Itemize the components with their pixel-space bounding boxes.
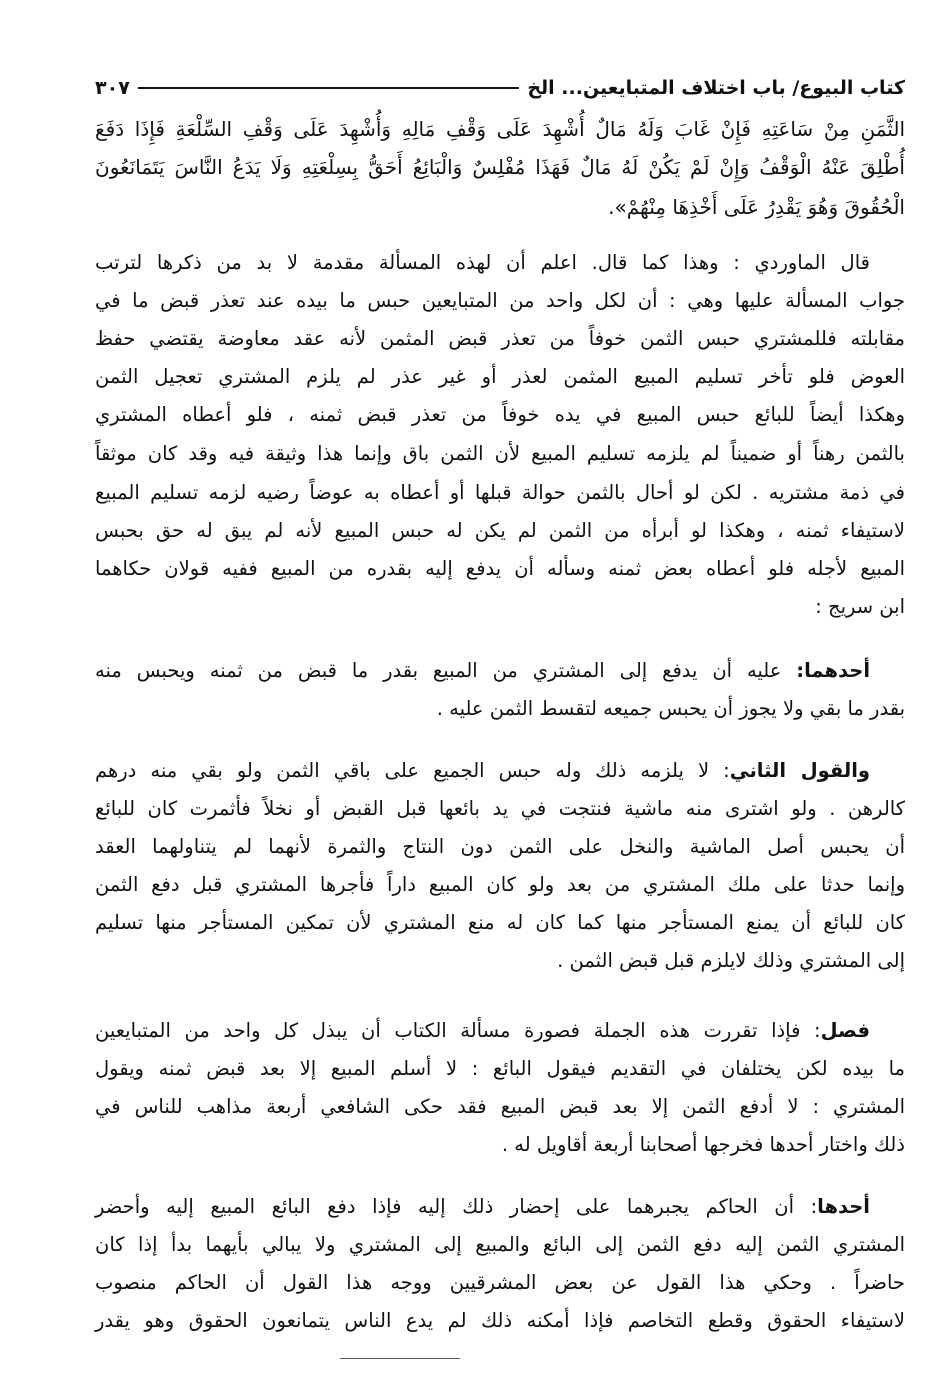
- line-text: أُطْلِقَ عَنْهُ الْوَقْفُ وَإِنْ لَمْ يَكُنْ لَهُ مَالٌ فَهَذَا مُفْلِسٌ وَالْبَائِعُ أَحَقُّ بِسِلْعَتِهِ وَلَا يَدَعُ النَّاسَ يَتَمَانَعُونَ: [95, 155, 905, 179]
- footer-rule: [340, 1358, 460, 1359]
- line-text: لاستيفاء الحقوق وقطع التخاصم فإذا أمكنه ذلك لم يدع الناس يتمانعون الحقوق وهو يقدر: [95, 1309, 905, 1332]
- text-line: [95, 284, 905, 318]
- line-text: المبيع لأجله فلو أعطاه بعض ثمنه وسأله أن يدفع إليه بقدره من المبيع ففيه قولان حكاهما: [95, 557, 905, 580]
- line-text: جواب المسألة عليها وهي : أن لكل واحد من المتبايعين حبس ما بيده عند تعذر قبض ما في: [95, 289, 905, 312]
- text-line: [95, 1014, 870, 1048]
- text-line: [95, 514, 905, 548]
- line-text: ابن سريج :: [815, 595, 905, 618]
- page-number: ٣٠٧: [95, 77, 130, 99]
- line-text: الثَّمَنِ مِنْ سَاعَتِهِ فَإِنْ غَابَ وَلَهُ مَالٌ أُشْهِدَ عَلَى وَقْفِ مَالِهِ وَأُشْهِدَ عَلَى وَقْفِ السِّلْعَةِ فَإِذَا دَفَعَ: [95, 117, 905, 141]
- line-text: المشتري : لا أدفع الثمن إلا بعد قبض المبيع فقد حكى الشافعي أربعة مذاهب للناس في: [95, 1095, 905, 1118]
- header-rule: [138, 87, 520, 89]
- line-text: كالرهن . ولو اشترى منه ماشية فنتجت في يد بائعها قبل القبض أو نخلاً فأثمرت كان للبائع: [95, 797, 905, 820]
- text-line: [95, 246, 870, 280]
- quoted-text-line: [95, 190, 905, 224]
- line-text: : أن الحاكم يجبرهما على إحضار ذلك إليه فإذا دفع البائع المبيع إليه وأحضر: [95, 1195, 818, 1218]
- quoted-text-line: [95, 112, 905, 146]
- text-line: [95, 360, 905, 394]
- quoted-text-line: [95, 150, 905, 184]
- line-text: إلى المشتري وذلك لايلزم قبل قبض الثمن .: [557, 949, 905, 972]
- line-text: : فإذا تقررت هذه الجملة فصورة مسألة الكتاب أن يبذل كل واحد من المتبايعين: [95, 1019, 821, 1042]
- line-text: أن يحبس أصل الماشية والنخل على الثمن دون النتاج والثمرة لأنهما لم يتناولهما العقد: [95, 835, 905, 858]
- text-line: [95, 906, 905, 940]
- line-text: وإنما حدثا على ملك المشتري من بعد ولو كان المبيع داراً فأجرها المشتري قبل دفع الثمن: [95, 873, 905, 896]
- text-line: [95, 1128, 905, 1162]
- text-line: [95, 944, 905, 978]
- text-line: [95, 476, 905, 510]
- text-line: [95, 398, 905, 432]
- text-line: [95, 1190, 870, 1224]
- line-text: مقابلته فللمشتري حبس الثمن خوفاً من تعذر قبض المثمن لأنه عقد معاوضة يقتضي حفظ: [95, 327, 905, 350]
- text-line: [95, 830, 905, 864]
- line-text: كان للبائع أن يمنع المستأجر منها كما كان له منع المشتري لأن تمكين المستأجر منها تسليم: [95, 911, 905, 934]
- paragraph-lead: أحدها: [817, 1195, 870, 1218]
- text-line: [95, 868, 905, 902]
- line-text: حاضراً . وحكي هذا القول عن بعض المشرقيين ووجه هذا القول أن الحاكم منصوب: [95, 1271, 905, 1294]
- line-text: العوض فلو تأخر تسليم المبيع المثمن لعذر أو غير عذر لم يلزم المشتري تعجيل الثمن: [95, 365, 905, 388]
- text-line: [95, 552, 905, 586]
- text-line: [95, 590, 905, 624]
- text-line: [95, 1266, 905, 1300]
- paragraph-lead: والقول الثاني: [729, 759, 870, 782]
- line-text: المشتري الثمن إليه دفع الثمن إلى البائع والمبيع إلى المشتري ولا يبالي بأيهما بدأ إذا كان: [95, 1233, 905, 1256]
- line-text: بقدر ما بقي ولا يجوز أن يحبس جميعه لتقسط الثمن عليه .: [436, 697, 905, 720]
- text-line: [95, 692, 905, 726]
- line-text: في ذمة مشتريه . لكن لو أحال بالثمن حوالة قبلها أو أعطاه به عوضاً رضيه لزمه تسليم المبيع: [95, 481, 905, 504]
- text-line: [95, 1090, 905, 1124]
- text-line: [95, 1304, 905, 1338]
- text-line: [95, 654, 870, 688]
- line-text: الْحُقُوقَ وَهُوَ يَقْدِرُ عَلَى أَخْذِهَا مِنْهُمْ».: [608, 195, 905, 219]
- paragraph-lead: فصل: [820, 1019, 870, 1042]
- text-line: [95, 1228, 905, 1262]
- line-text: : لا يلزمه ذلك وله حبس الجميع على باقي الثمن ولو بقي منه درهم: [95, 759, 730, 782]
- text-line: [95, 754, 870, 788]
- text-line: [95, 322, 905, 356]
- header-title: كتاب البيوع/ باب اختلاف المتبايعين... الخ: [527, 77, 905, 99]
- text-line: [95, 1052, 905, 1086]
- running-header: [95, 72, 905, 104]
- line-text: وهكذا أيضاً للبائع حبس المبيع في يده خوفاً من تعذر قبض ثمنه ، فلو أعطاه المشتري: [95, 403, 905, 426]
- line-text: قال الماوردي : وهذا كما قال. اعلم أن لهذه المسألة مقدمة لا بد من ذكرها لترتب: [95, 251, 870, 274]
- text-line: [95, 792, 905, 826]
- line-text: ما بيده لكن يختلفان في التقديم فيقول البائع : لا أسلم المبيع إلا بعد قبض ثمنه ويقول: [95, 1057, 905, 1080]
- text-line: [95, 437, 905, 471]
- line-text: لاستيفاء ثمنه ، وهكذا لو أبرأه من الثمن لم يكن له حبس المبيع لأنه لم يبق له حق بحبس: [95, 519, 905, 542]
- paragraph-lead: أحدهما:: [796, 659, 870, 682]
- line-text: ذلك واختار أحدها فخرجها أصحابنا أربعة أقاويل له .: [501, 1133, 905, 1156]
- line-text: بالثمن رهناً أو ضميناً لم يلزمه تسليم المبيع لأن الثمن باق وإنما هذا وثيقة فيه وقد كان موثقاً: [95, 442, 905, 465]
- line-text: عليه أن يدفع إلى المشتري من المبيع بقدر ما قبض من ثمنه ويحبس منه: [95, 659, 797, 682]
